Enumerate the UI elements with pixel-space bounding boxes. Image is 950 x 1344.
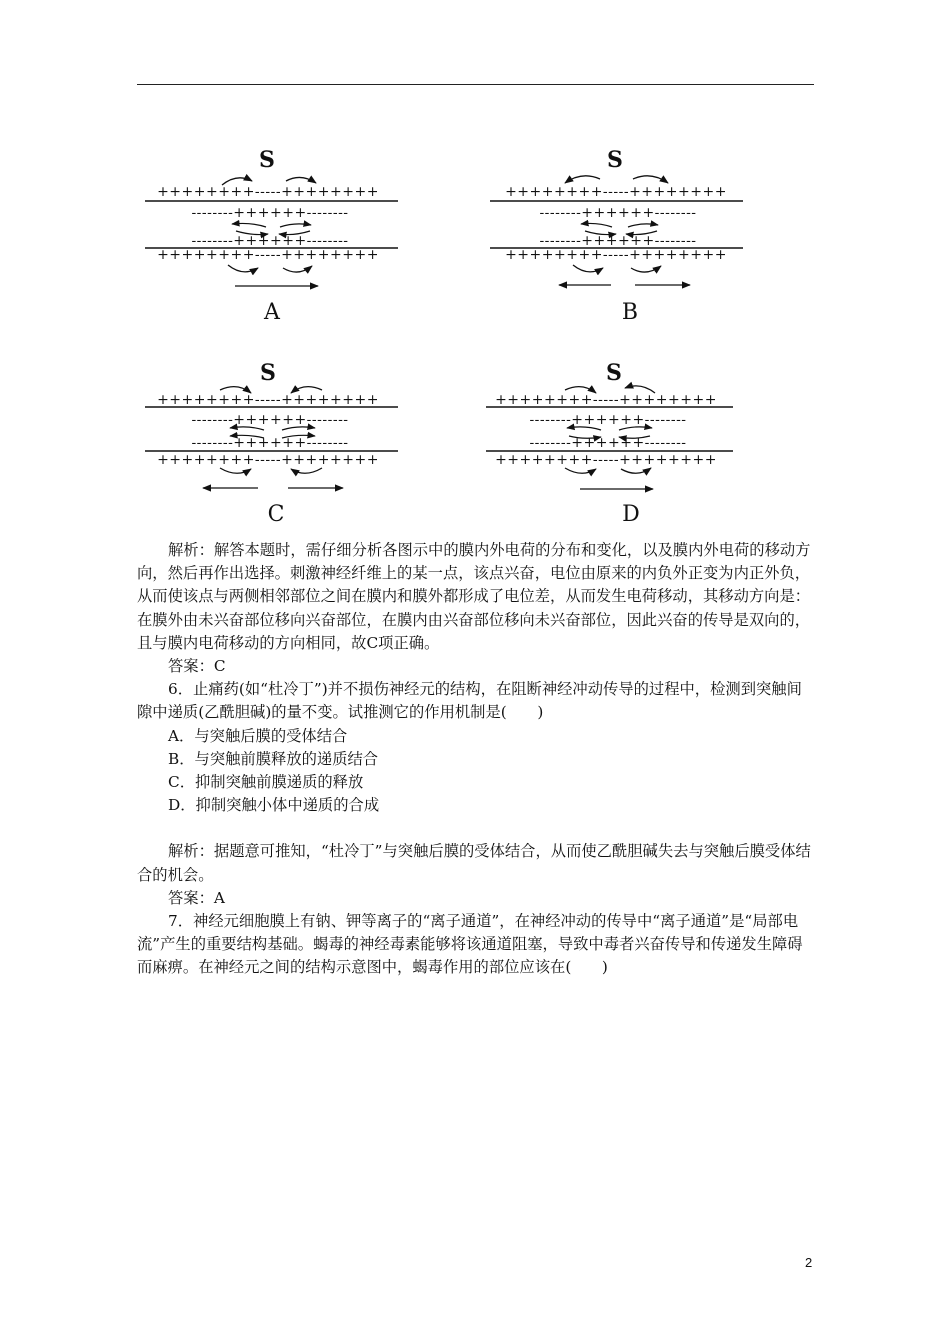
arrow-outer-top (286, 177, 316, 183)
outer-top-charges: ++++++++-----++++++++ (157, 392, 379, 408)
outer-bottom-charges: ++++++++-----++++++++ (157, 247, 379, 263)
q6-option-b: B．与突触前膜释放的递质结合 (168, 749, 379, 768)
arrow-outer-bottom (228, 265, 258, 272)
q6-option-a: A．与突触后膜的受体结合 (168, 726, 348, 745)
panel-d (483, 358, 753, 530)
spacer (137, 817, 817, 840)
panel-c (140, 358, 410, 530)
outer-bottom-charges: ++++++++-----++++++++ (505, 247, 727, 263)
arrow-outer-bottom (631, 266, 661, 272)
stim-label: S (606, 360, 622, 386)
inner-top-charges: --------++++++-------- (191, 412, 349, 428)
q6-answer: 答案：A (168, 888, 225, 907)
header-rule (137, 84, 814, 85)
arrow-outer-top (565, 176, 600, 183)
panel-caption: A (264, 300, 280, 325)
outer-top-charges: ++++++++-----++++++++ (505, 184, 727, 200)
inner-top-charges: --------++++++-------- (191, 205, 349, 221)
stim-label: S (607, 147, 623, 173)
arrow-outer-bottom (283, 266, 312, 272)
panel-caption: C (267, 502, 285, 527)
stim-label: S (259, 147, 275, 173)
panel-caption: B (621, 300, 639, 325)
arrow-outer-bottom (573, 265, 603, 272)
panel-a (140, 145, 410, 325)
outer-top-charges: ++++++++-----++++++++ (495, 392, 717, 408)
content (137, 539, 817, 980)
q6-analysis: 解析：据题意可推知，“杜冷丁”与突触后膜的受体结合，从而使乙酰胆碱失去与突触后膜受体结合的机会。 (137, 842, 811, 884)
outer-top-charges: ++++++++-----++++++++ (157, 184, 379, 200)
panel-b (485, 145, 755, 325)
inner-top-charges: --------++++++-------- (539, 205, 697, 221)
q5-answer: 答案：C (168, 657, 226, 676)
outer-bottom-charges: ++++++++-----++++++++ (495, 452, 717, 468)
panel-caption: D (622, 502, 640, 527)
inner-bottom-charges: --------++++++-------- (539, 233, 697, 249)
inner-bottom-charges: --------++++++-------- (191, 233, 349, 249)
q5-analysis: 解析：解答本题时，需仔细分析各图示中的膜内外电荷的分布和变化，以及膜内外电荷的移动方向，然后再作出选择。刺激神经纤维上的某一点，该点兴奋，电位由原来的内负外正变为内正外负，从而使该点与两侧相邻部位之间在膜内和膜外都形成了电位差，从而发生电荷移动，其移动方向是：在膜外由未兴奋部位移向兴奋部位，在膜内由兴奋部位移向未兴奋部位，因此兴奋的传导是双向的，且与膜内电荷移动的方向相同，故C项正确。 (137, 541, 811, 652)
arrow-inner (232, 223, 266, 227)
q6-option-c: C．抑制突触前膜递质的释放 (168, 773, 364, 792)
stim-label: S (260, 360, 276, 386)
q6-stem: 6．止痛药(如“杜冷丁”)并不损伤神经元的结构，在阻断神经冲动传导的过程中，检测到突触间隙中递质(乙酰胆碱)的量不变。试推测它的作用机制是( ) (137, 680, 802, 722)
inner-bottom-charges: --------++++++-------- (191, 435, 349, 451)
arrow-outer-bottom (621, 468, 651, 473)
inner-top-charges: --------++++++-------- (529, 412, 687, 428)
arrow-inner (628, 224, 658, 227)
arrow-inner (581, 223, 612, 227)
arrow-outer-bottom (565, 468, 596, 473)
q7-stem: 7．神经元细胞膜上有钠、钾等离子的“离子通道”，在神经冲动的传导中“离子通道”是“局部电流”产生的重要结构基础。蝎毒的神经毒素能够将该通道阻塞，导致中毒者兴奋传导和传递发生障碍而麻痹。在神经元之间的结构示意图中，蝎毒作用的部位应该在( ) (137, 912, 803, 977)
arrow-outer-bottom (220, 468, 251, 473)
page-number: 2 (805, 1255, 813, 1270)
inner-bottom-charges: --------++++++-------- (529, 435, 687, 451)
q6-option-d: D．抑制突触小体中递质的合成 (168, 796, 380, 815)
arrow-outer-top (633, 176, 668, 183)
outer-bottom-charges: ++++++++-----++++++++ (157, 452, 379, 468)
arrow-outer-bottom (291, 468, 322, 473)
arrow-inner (280, 224, 311, 227)
